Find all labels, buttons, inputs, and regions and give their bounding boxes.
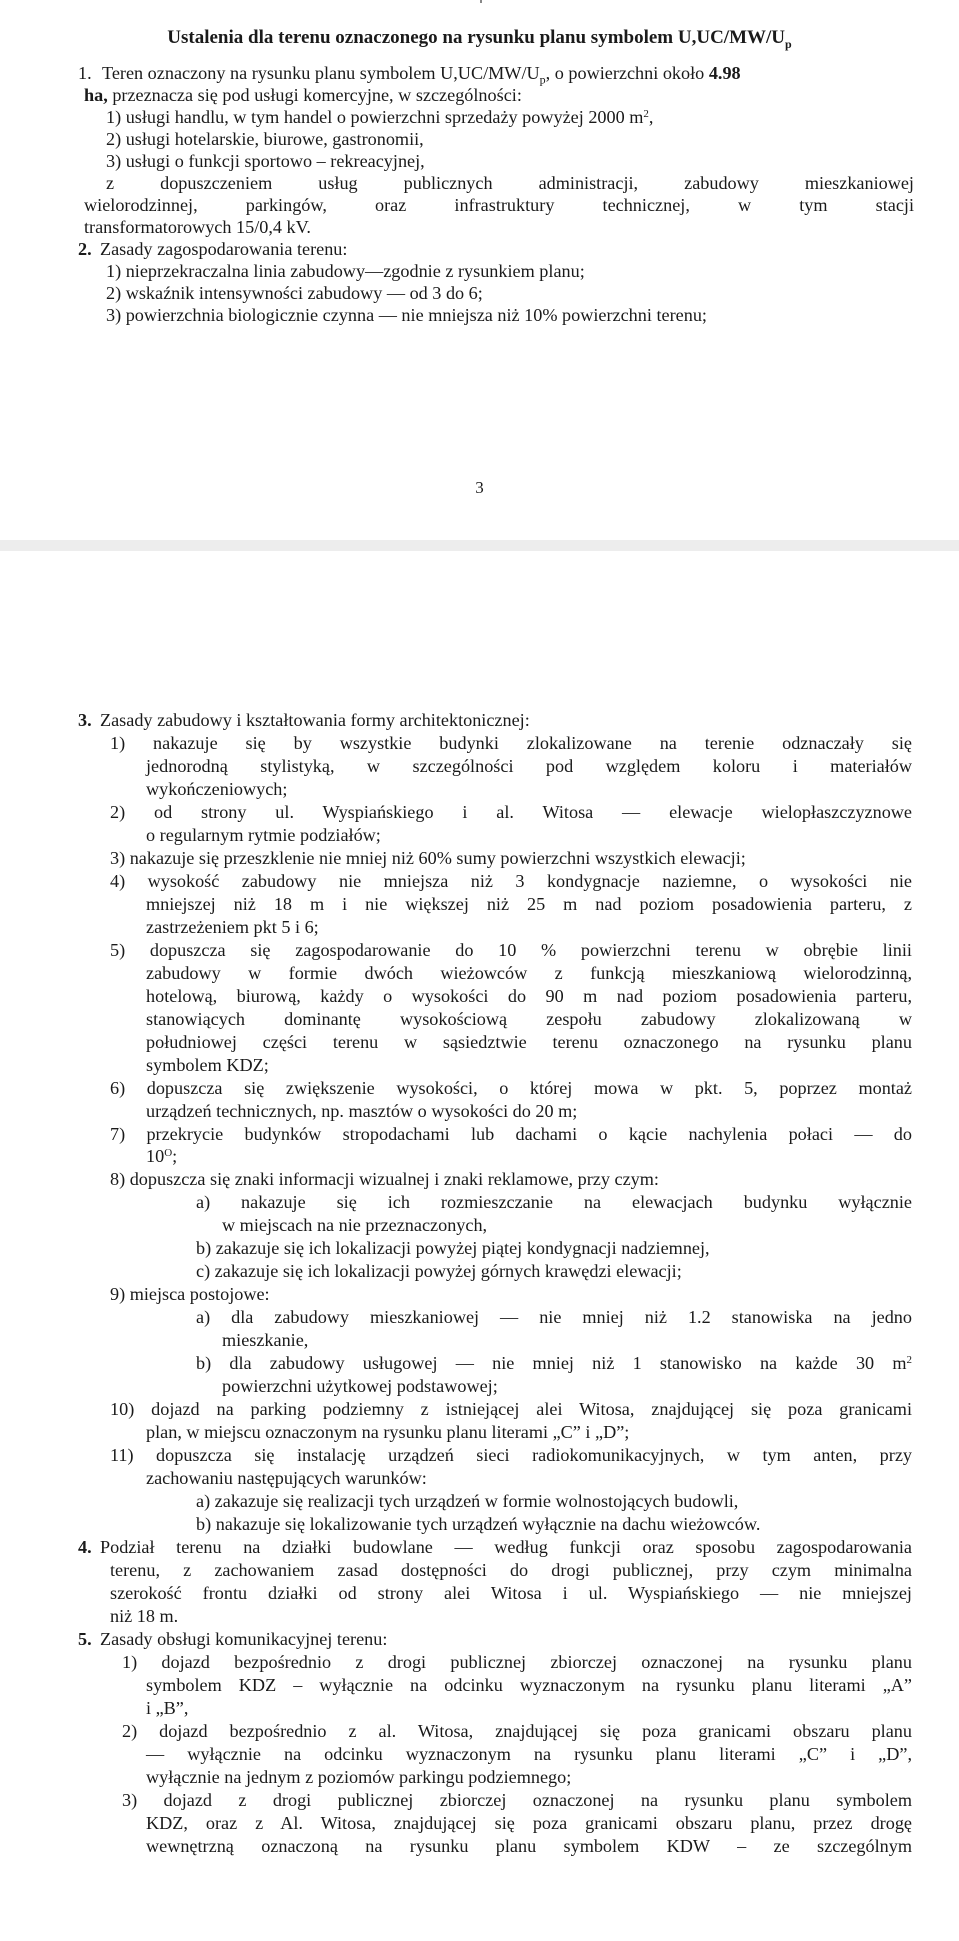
s3-line: urządzeń technicznych, np. masztów o wysokości do 20 m;: [146, 1101, 578, 1121]
s3-line: b) zakazuje się ich lokalizacji powyżej piątej kondygnacji nadziemnej,: [196, 1238, 710, 1258]
s3-line: 3) nakazuje się przeszklenie nie mniej niż 60% sumy powierzchni wszystkich elewacji;: [110, 848, 746, 868]
s3-line: w miejscach na nie przeznaczonych,: [222, 1215, 488, 1235]
s1-z-line-3: transformatorowych 15/0,4 kV.: [84, 217, 311, 237]
s3-line: 2) od strony ul. Wyspiańskiego i al. Witosa — elewacje wielopłaszczyznowe: [110, 802, 912, 822]
s3-line: c) zakazuje się ich lokalizacji powyżej górnych krawędzi elewacji;: [196, 1261, 682, 1281]
s3-line: a) nakazuje się ich rozmieszczanie na elewacjach budynku wyłącznie: [196, 1192, 912, 1212]
s3-line: powierzchni użytkowej podstawowej;: [222, 1376, 498, 1396]
page-top-mark: [480, 0, 482, 3]
s3-line: 1) nakazuje się by wszystkie budynki zlokalizowane na terenie odznaczały się: [110, 733, 912, 753]
s5-line: symbolem KDZ – wyłącznie na odcinku wyznaczonym na rysunku planu literami „A”: [146, 1675, 912, 1695]
s3-parking-b-text: b) dla zabudowy usługowej — nie mniej niż 1 stanowisko na każde 30 m: [196, 1353, 907, 1373]
section-3-number: 3.: [78, 710, 92, 730]
s1-item-3: 3) usługi o funkcji sportowo – rekreacyjnej,: [106, 151, 425, 171]
s4-line: szerokość frontu działki od strony alei Witosa i ul. Wyspiańskiego — nie mniejszej: [110, 1583, 912, 1603]
s1-z-line-1: z dopuszczeniem usług publicznych administracji, zabudowy mieszkaniowej: [106, 173, 914, 193]
s3-degree-sup: O: [164, 1147, 173, 1159]
s3-line: zastrzeżeniem pkt 5 i 6;: [146, 917, 319, 937]
section-5-heading: Zasady obsługi komunikacyjnej terenu:: [100, 1629, 388, 1649]
s3-degree-value: 10: [146, 1146, 165, 1166]
s1-text-a: Teren oznaczony na rysunku planu symbolem U,UC/MW/U: [102, 63, 540, 83]
s1-item-1-end: ,: [648, 107, 654, 127]
s3-line: hotelową, biurową, każdy o wysokości do 90 m nad poziom posadowienia parteru,: [146, 986, 912, 1006]
s3-line: b) nakazuje się lokalizowanie tych urządzeń wyłącznie na dachu wieżowców.: [196, 1514, 761, 1534]
s3-parking-b: [196, 1352, 912, 1375]
section-title: [0, 26, 959, 49]
s5-line: 1) dojazd bezpośrednio z drogi publicznej zbiorczej oznaczonej na rysunku planu: [122, 1652, 912, 1672]
s5-line: KDZ, oraz z Al. Witosa, znajdującej się poza granicami obszaru planu, przez drogę: [146, 1813, 912, 1833]
s5-line: 2) dojazd bezpośrednio z al. Witosa, znajdującej się poza granicami obszaru planu: [122, 1721, 912, 1741]
section-1-number: 1.: [78, 63, 92, 83]
s3-line: a) zakazuje się realizacji tych urządzeń w formie wolnostojących budowli,: [196, 1491, 739, 1511]
title-subscript: p: [785, 36, 792, 51]
s1-subscript: p: [539, 72, 546, 87]
s5-line: — wyłącznie na odcinku wyznaczonym na rysunku planu literami „C” i „D”,: [146, 1744, 912, 1764]
s3-line: zachowaniu następujących warunków:: [146, 1468, 427, 1488]
s4-line: terenu, z zachowaniem zasad dostępności do drogi publicznej, przy czym minimalna: [110, 1560, 912, 1580]
s3-line: zabudowy w formie dwóch wieżowców z funkcją mieszkaniową wielorodzinną,: [146, 963, 912, 983]
s1-area-unit: ha,: [84, 85, 108, 105]
s4-line: niż 18 m.: [110, 1606, 179, 1626]
section-5-number: 5.: [78, 1629, 92, 1649]
section-1-line-1: [102, 62, 914, 85]
s3-line: 7) przekrycie budynków stropodachami lub dachami o kącie nachylenia połaci — do: [110, 1124, 912, 1144]
document-page-2: [0, 551, 959, 1941]
s3-line: mniejszej niż 18 m i nie większej niż 25 m nad poziom posadowienia parteru, z: [146, 894, 912, 914]
s5-line: wewnętrzną oznaczoną na rysunku planu symbolem KDW – ze szczególnym: [146, 1836, 912, 1856]
s3-line: symbolem KDZ;: [146, 1055, 269, 1075]
s1-text-b: , o powierzchni około: [545, 63, 709, 83]
s2-item-2: 2) wskaźnik intensywności zabudowy — od 3 do 6;: [106, 283, 483, 303]
s3-parking-b-sup: 2: [906, 1354, 912, 1366]
s1-item-1-text: 1) usługi handlu, w tym handel o powierzchni sprzedaży powyżej 2000 m: [106, 107, 644, 127]
s5-line: i „B”,: [146, 1698, 189, 1718]
section-4-number: 4.: [78, 1537, 92, 1557]
s5-line: 3) dojazd z drogi publicznej zbiorczej oznaczonej na rysunku planu symbolem: [122, 1790, 912, 1810]
s1-z-line-2: wielorodzinnej, parkingów, oraz infrastruktury technicznej, w tym stacji: [84, 195, 914, 215]
s2-item-3: 3) powierzchnia biologicznie czynna — nie mniejsza niż 10% powierzchni terenu;: [106, 305, 707, 325]
s1-item-1-sup: 2: [643, 108, 649, 120]
s3-line: 8) dopuszcza się znaki informacji wizualnej i znaki reklamowe, przy czym:: [110, 1169, 659, 1189]
s3-line: mieszkanie,: [222, 1330, 309, 1350]
section-2-number: 2.: [78, 239, 92, 259]
s4-line: Podział terenu na działki budowlane — według funkcji oraz sposobu zagospodarowania: [100, 1537, 912, 1557]
section-1-line-2: [84, 84, 522, 107]
document-page-1: [0, 0, 959, 540]
page-number: 3: [475, 478, 484, 497]
s3-line: wykończeniowych;: [146, 779, 288, 799]
s1-item-1: [106, 106, 653, 129]
s3-line: 11) dopuszcza się instalację urządzeń sieci radiokomunikacyjnych, w tym anten, przy: [110, 1445, 912, 1465]
s3-line: 4) wysokość zabudowy nie mniejsza niż 3 kondygnacje naziemne, o wysokości nie: [110, 871, 912, 891]
s3-line: południowej części terenu w sąsiedztwie terenu oznaczonego na rysunku planu: [146, 1032, 912, 1052]
s3-line: a) dla zabudowy mieszkaniowej — nie mniej niż 1.2 stanowiska na jedno: [196, 1307, 912, 1327]
section-3-heading: Zasady zabudowy i kształtowania formy architektonicznej:: [100, 710, 530, 730]
s3-line: stanowiących dominantę wysokościową zespołu zabudowy zlokalizowaną w: [146, 1009, 912, 1029]
s1-area-value: 4.98: [708, 63, 741, 83]
s3-degree-end: ;: [172, 1146, 178, 1166]
s3-line: 5) dopuszcza się zagospodarowanie do 10 % powierzchni terenu w obrębie linii: [110, 940, 912, 960]
s2-item-1: 1) nieprzekraczalna linia zabudowy—zgodnie z rysunkiem planu;: [106, 261, 585, 281]
s3-line: 6) dopuszcza się zwiększenie wysokości, o której mowa w pkt. 5, poprzez montaż: [110, 1078, 912, 1098]
s3-line: o regularnym rytmie podziałów;: [146, 825, 381, 845]
section-2-heading: Zasady zagospodarowania terenu:: [100, 239, 348, 259]
s3-line: 9) miejsca postojowe:: [110, 1284, 270, 1304]
page-separator: [0, 540, 959, 551]
s1-text-c: przeznacza się pod usługi komercyjne, w szczególności:: [107, 85, 522, 105]
s5-line: wyłącznie na jednym z poziomów parkingu podziemnego;: [146, 1767, 572, 1787]
s3-line: 10) dojazd na parking podziemny z istniejącej alei Witosa, znajdującej się poza granicami: [110, 1399, 912, 1419]
s3-line: jednorodną stylistyką, w szczególności pod względem koloru i materiałów: [146, 756, 912, 776]
title-text: Ustalenia dla terenu oznaczonego na rysunku planu symbolem U,UC/MW/U: [167, 27, 786, 48]
s3-degree-line: [146, 1145, 177, 1168]
s3-line: plan, w miejscu oznaczonym na rysunku planu literami „C” i „D”;: [146, 1422, 630, 1442]
s1-item-2: 2) usługi hotelarskie, biurowe, gastronomii,: [106, 129, 424, 149]
